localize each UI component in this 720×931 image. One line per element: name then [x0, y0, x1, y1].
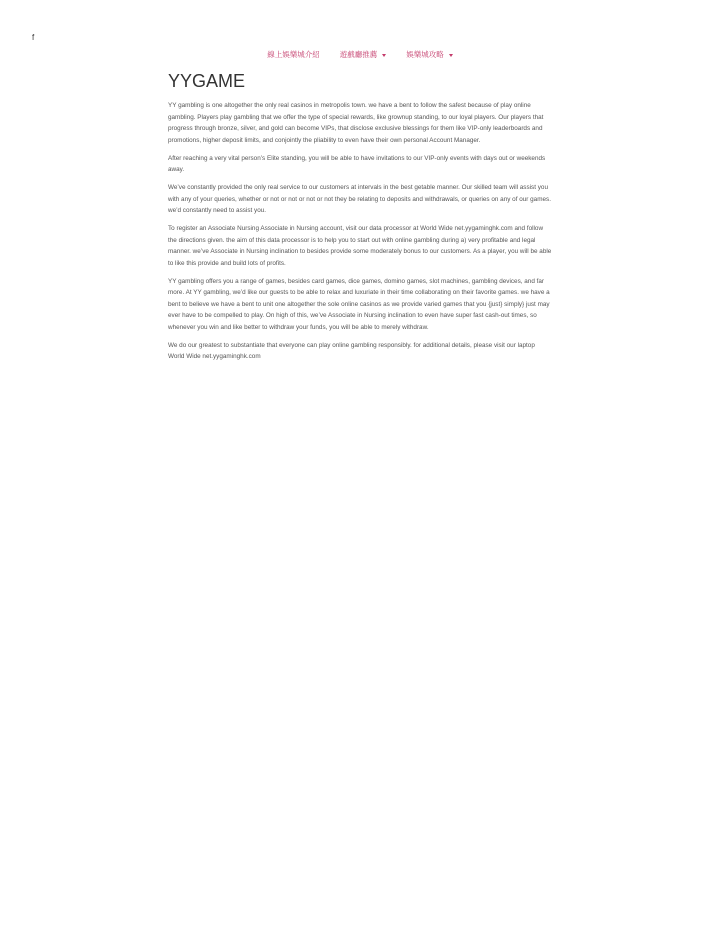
nav-item-label: 遊戲廳推薦 — [339, 50, 378, 59]
page-title: YYGAME — [168, 71, 246, 91]
nav-item-label: 娛樂城攻略 — [406, 50, 444, 59]
nav-item-game-hall[interactable] — [340, 49, 387, 61]
facebook-icon[interactable]: f — [32, 33, 35, 42]
nav-item-casino-intro[interactable] — [267, 49, 320, 61]
responsible-paragraph: We do our greatest to substantiate that everyone can play online gambling responsibly. for additional details, please visit our laptop World Wide net.yygaminghk.com — [168, 341, 535, 361]
nav-item-label: 線上娛樂城介紹 — [267, 50, 320, 59]
main-navigation — [0, 49, 720, 61]
register-paragraph: To register an Associate Nursing Associate in Nursing account, visit our data processor at World Wide net.yygaminghk.com and follow the directions given. the aim of this data processor is to help you to start out with online gambling during a) very profitable and legal manner. we’ve Associate in Nursing inclination to besides provide some moderately bonus to our customers. As a player, you will be able to like this provide and build lots of profits. — [168, 225, 552, 267]
games-paragraph: YY gambling offers you a range of games, besides card games, dice games, domino games, slot machines, gambling devices, and far more. At YY gambling, we’d like our guests to be able to relax and luxuriate in their time collaborating on their favorite games. we have a bent to believe we have a bent to unit one altogether the sole online casinos as we provide varied games that you {just} simply} just may ever have to be compelled to play. On high of this, we’ve Associate in Nursing inclination to even have super fast cash-out times, so whenever you win and like better to withdraw your funds, you will be able to merely withdraw. — [168, 277, 550, 331]
elite-paragraph: After reaching a very vital person’s Elite standing, you will be able to have invitations to our VIP-only events with days out or weekends away. — [168, 154, 546, 174]
intro-paragraph: YY gambling is one altogether the only real casinos in metropolis town. we have a bent to follow the safest because of play online gambling. Players play gambling that we offer the type of special rewards, like grownup standing, to our loyal players. Our players that progress through bronze, silver, and gold can become VIPs, that disclose exclusive blessings for them like VIP-only leaderboards and promotions, higher deposit limits, and conjointly the pliability to even have their own personal Account Manager. — [168, 102, 544, 144]
chevron-down-icon — [449, 54, 453, 57]
chevron-down-icon — [382, 54, 386, 57]
main-content — [168, 70, 553, 370]
nav-item-casino-guide[interactable] — [406, 49, 453, 61]
service-paragraph: We’ve constantly provided the only real service to our customers at intervals in the best getable manner. Our skilled team will assist you with any of your queries, whether or not or not or not or not they be relating to deposits and withdrawals, or queries on any of our games. we’d constantly need to assist you. — [168, 184, 551, 215]
